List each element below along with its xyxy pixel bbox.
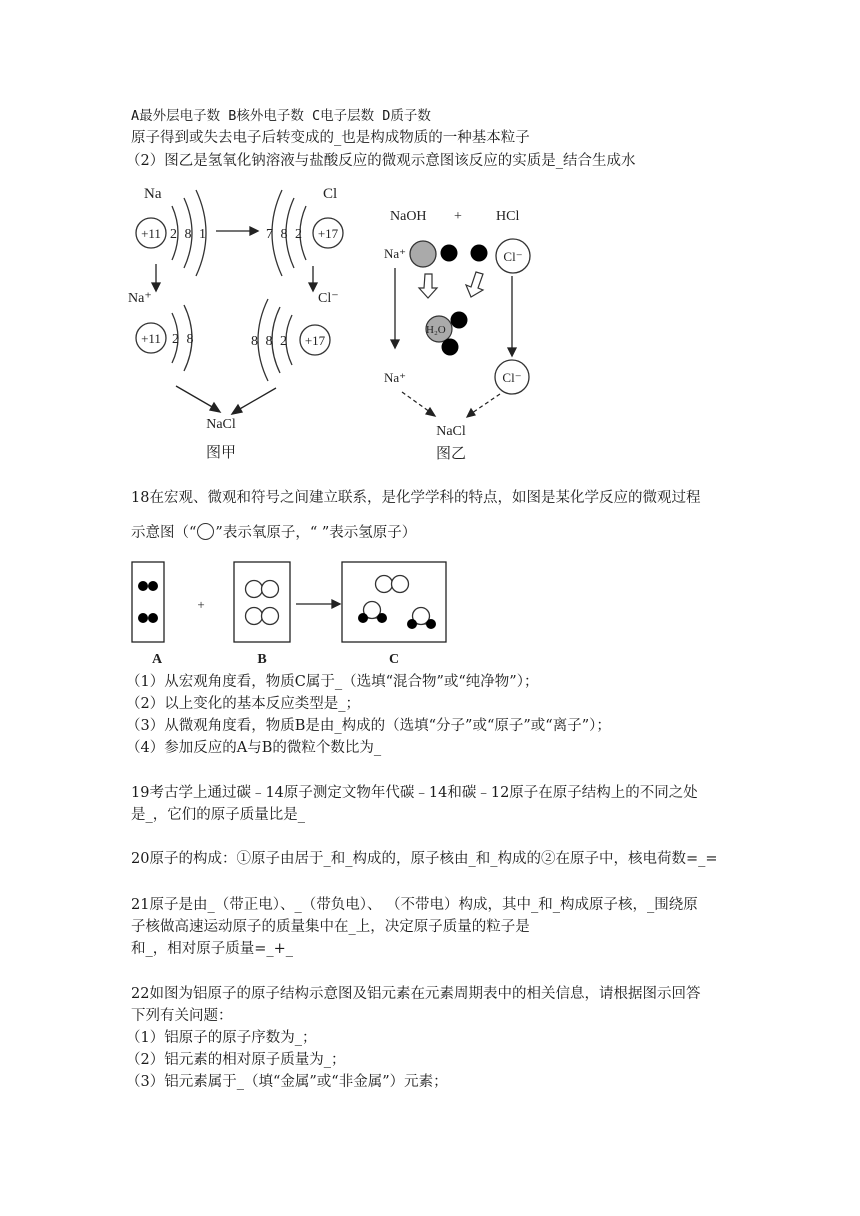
question-19-text: 19考古学上通过碳﹣14原子测定文物年代碳﹣14和碳﹣12原子在原子结构上的不同之处 (131, 785, 698, 801)
question-18-part-2: （2）以上变化的基本反应类型是_； (126, 696, 360, 712)
question-18-legend: 示意图（“ ”表示氧原子，“ ”表示氢原子） (131, 525, 417, 541)
naoh-label: NaOH (390, 209, 427, 224)
hydrogen-atom (471, 245, 488, 262)
na-nucleus: +11 (141, 226, 161, 241)
question-18-part-1: （1）从宏观角度看，物质C属于_（选填“混合物”或“纯净物”）； (126, 674, 539, 690)
na-ion-shell-electrons: 2 8 (172, 332, 196, 347)
na-ion-label: Na⁺ (128, 291, 152, 306)
na-ion-label-2: Na⁺ (384, 370, 407, 385)
figure-yi-caption: 图乙 (435, 444, 467, 462)
figure-18-reaction (126, 556, 456, 668)
question-text: （2）图乙是氢氧化钠溶液与盐酸反应的微观示意图该反应的实质是_结合生成水 (126, 153, 636, 169)
options-line: A最外层电子数 B核外电子数 C电子层数 D质子数 (131, 108, 431, 124)
label-b: B (257, 652, 267, 667)
cl-ion-symbol-2: Cl⁻ (502, 370, 522, 385)
question-20-text: 20原子的构成：①原子由居于_和_构成的，原子核由_和_构成的②在原子中，核电荷数=_= (131, 851, 718, 867)
question-21-text: 和_，相对原子质量=_+_ (131, 941, 294, 957)
hollow-arrow-icon (466, 272, 483, 297)
label-c: C (388, 652, 400, 667)
question-22-text: 下列有关问题： (131, 1008, 233, 1024)
question-19-text: 是_，它们的原子质量比是_ (131, 807, 305, 823)
oxygen-atom (441, 245, 458, 262)
question-21-text: 21原子是由_（带正电）、_（带负电）、 （不带电）构成，其中_和_构成原子核，_围绕原 (131, 897, 698, 913)
na-ion-particle (410, 241, 436, 267)
cl-ion-symbol: Cl⁻ (503, 249, 523, 264)
question-22-part-2: （2）铝元素的相对原子质量为_； (126, 1052, 346, 1068)
water-formula: H₂O (426, 324, 446, 336)
cl-ion-label: Cl⁻ (318, 291, 339, 306)
figure-yi (370, 196, 560, 466)
plus-sign: + (454, 209, 462, 224)
cl-ion-shell-electrons: 8 8 2 (251, 334, 289, 349)
question-21-text: 子核做高速运动原子的质量集中在_上，决定原子质量的粒子是 (131, 919, 530, 935)
box-c (342, 562, 446, 642)
na-label: Na (144, 186, 162, 202)
question-22-part-1: （1）铝原子的原子序数为_； (126, 1030, 317, 1046)
plus-sign: + (197, 597, 205, 612)
figure-jia (120, 176, 380, 466)
hcl-label: HCl (496, 209, 520, 224)
cl-shell-electrons: 7 8 2 (266, 227, 304, 242)
hollow-arrow-icon (419, 274, 437, 298)
question-22-part-3: （3）铝元素属于_（填“金属”或“非金属”）元素； (126, 1074, 448, 1090)
question-18-part-3: （3）从微观角度看，物质B是由_构成的（选填“分子”或“原子”或“离子”）； (126, 718, 611, 734)
box-a (132, 562, 164, 642)
box-b (234, 562, 290, 642)
cl-nucleus: +17 (317, 226, 339, 241)
na-ion-nucleus: +11 (141, 331, 161, 346)
oxygen-atom-icon (197, 523, 214, 540)
question-text: 原子得到或失去电子后转变成的_也是构成物质的一种基本粒子 (131, 130, 530, 146)
question-18-text: 18在宏观、微观和符号之间建立联系，是化学学科的特点，如图是某化学反应的微观过程 (131, 490, 701, 506)
nacl-product: NaCl (206, 417, 236, 432)
cl-ion-nucleus: +17 (304, 333, 326, 348)
water-hydrogen (442, 339, 459, 356)
question-22-text: 22如图为铝原子的原子结构示意图及铝元素在元素周期表中的相关信息，请根据图示回答 (131, 986, 701, 1002)
na-ion-label: Na⁺ (384, 246, 407, 261)
nacl-product: NaCl (436, 424, 466, 439)
cl-label: Cl (323, 186, 338, 202)
label-a: A (151, 652, 163, 667)
question-18-part-4: （4）参加反应的A与B的微粒个数比为_ (126, 740, 382, 756)
water-hydrogen (451, 312, 468, 329)
figure-jia-caption: 图甲 (205, 443, 237, 461)
na-shell-electrons: 2 8 1 (170, 227, 208, 242)
